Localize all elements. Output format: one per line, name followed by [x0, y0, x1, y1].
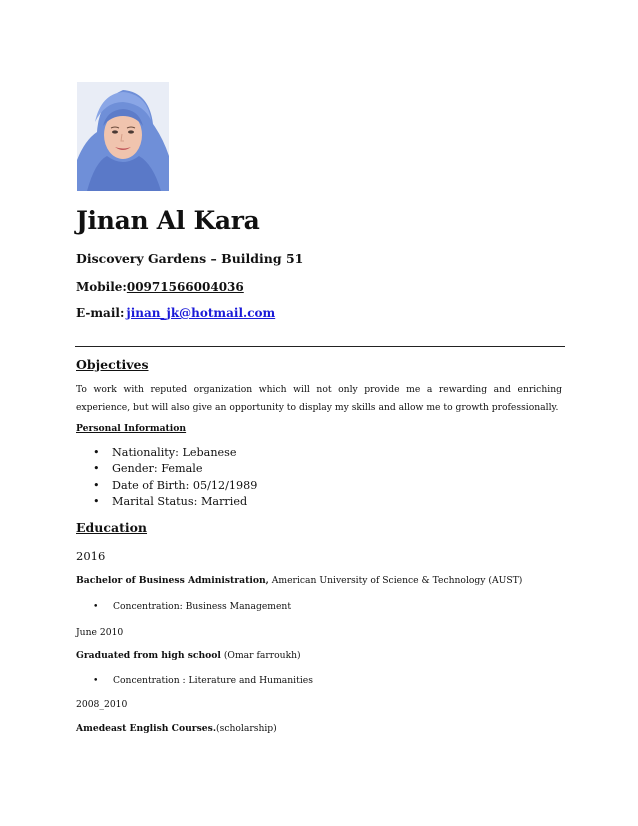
- list-item: • Nationality: Lebanese: [76, 445, 257, 461]
- email-label: E-mail:: [76, 306, 125, 320]
- personal-info-list: [76, 445, 257, 510]
- education-degree-line: [76, 650, 301, 661]
- bullet-icon: •: [93, 446, 100, 459]
- objectives-text: To work with reputed organization which will not only provide me a rewarding and enriching experience, but will also give an opportunity to display my skills and allow me to growth professionally.: [76, 384, 562, 413]
- institution-name: American University of Science & Technology (AUST): [268, 575, 523, 586]
- education-detail: • Concentration : Literature and Humanities: [93, 675, 313, 686]
- mobile-line: [76, 280, 244, 294]
- institution-name: (Omar farroukh): [220, 650, 301, 661]
- bullet-icon: •: [93, 494, 100, 508]
- address-line: Discovery Gardens – Building 51: [76, 251, 304, 266]
- candidate-name: Jinan Al Kara: [76, 206, 260, 235]
- mobile-label: Mobile:: [76, 280, 127, 294]
- education-year: 2016: [76, 549, 106, 563]
- email-link[interactable]: jinan_jk@hotmail.com: [126, 306, 276, 320]
- institution-name: (scholarship): [216, 723, 277, 734]
- profile-photo: [77, 82, 169, 191]
- objectives-heading: Objectives: [76, 357, 149, 372]
- bullet-icon: •: [93, 675, 99, 686]
- bullet-icon: •: [93, 601, 99, 612]
- education-year: 2008_2010: [76, 699, 128, 710]
- email-line: [76, 306, 275, 320]
- list-item: • Date of Birth: 05/12/1989: [76, 478, 257, 494]
- personal-info-heading: Personal Information: [76, 423, 187, 434]
- list-item: • Marital Status: Married: [76, 494, 257, 510]
- education-detail: • Concentration: Business Management: [93, 601, 292, 612]
- degree-title: Bachelor of Business Administration,: [76, 575, 269, 586]
- mobile-number: 00971566004036: [126, 280, 244, 294]
- education-year: June 2010: [76, 627, 124, 638]
- degree-title: Graduated from high school: [76, 650, 221, 661]
- degree-title: Amedeast English Courses.: [76, 723, 217, 734]
- bullet-icon: •: [93, 462, 100, 476]
- education-degree-line: [76, 575, 522, 586]
- bullet-icon: •: [93, 478, 100, 492]
- header-divider: [75, 346, 565, 347]
- education-heading: Education: [76, 520, 148, 535]
- education-degree-line: [76, 723, 277, 734]
- list-item: • Gender: Female: [76, 461, 257, 477]
